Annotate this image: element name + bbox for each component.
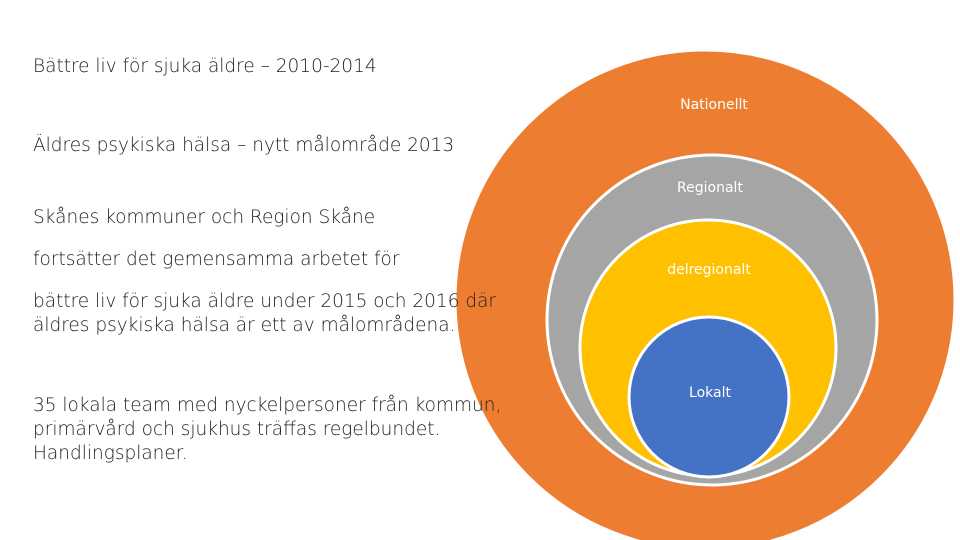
text-line-1: Bättre liv för sjuka äldre – 2010-2014 (33, 56, 377, 77)
label-regionalt: Regionalt (677, 180, 743, 196)
text-line-2: Äldres psykiska hälsa – nytt målområde 2013 (33, 135, 455, 156)
text-paragraph-5: bättre liv för sjuka äldre under 2015 och 2016 där äldres psykiska hälsa är ett av målområdena. (33, 291, 497, 336)
label-nationellt: Nationellt (680, 97, 748, 113)
text-line-3: Skånes kommuner och Region Skåne (33, 207, 376, 228)
text-paragraph-6: 35 lokala team med nyckelpersoner från kommun, primärvård och sjukhus träffas regelbundet. Handlingsplaner. (33, 395, 502, 464)
label-lokalt: Lokalt (689, 385, 731, 401)
text-line-4: fortsätter det gemensamma arbetet för (33, 249, 400, 270)
label-delregionalt: delregionalt (667, 262, 751, 278)
